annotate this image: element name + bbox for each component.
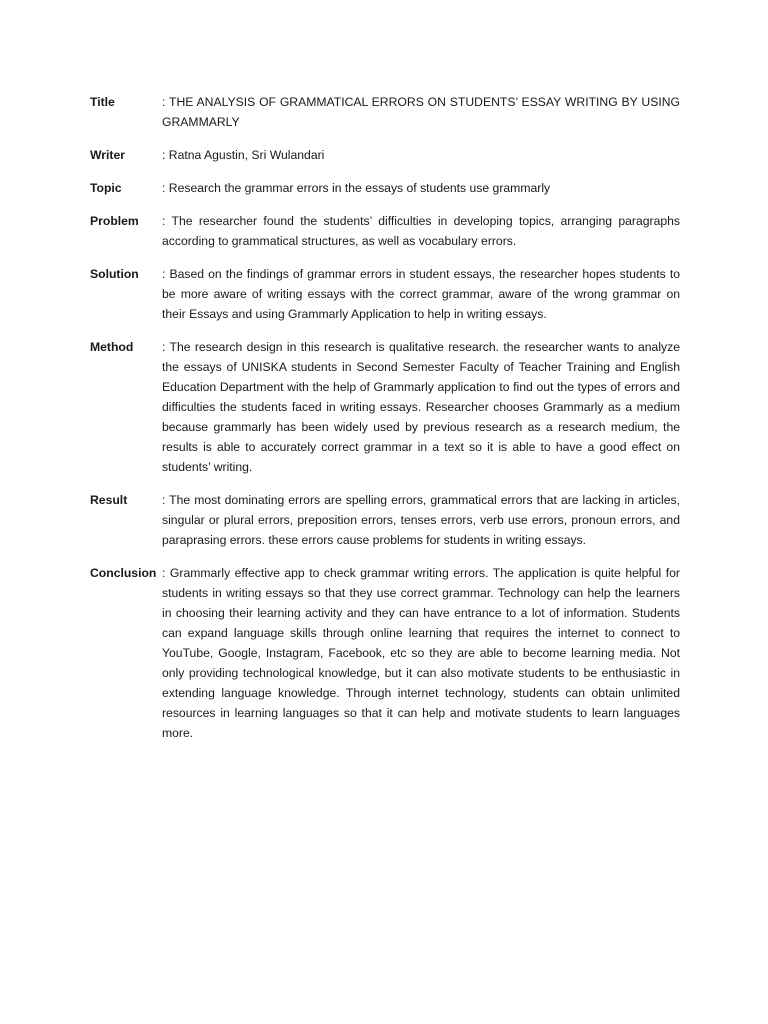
row-writer [90, 145, 680, 165]
row-result [90, 490, 680, 550]
row-conclusion [90, 563, 680, 743]
writer-label: Writer [90, 148, 125, 162]
solution-label: Solution [90, 267, 139, 281]
topic-label: Topic [90, 181, 122, 195]
row-solution [90, 264, 680, 324]
conclusion-label: Conclusion [90, 566, 157, 580]
problem-label: Problem [90, 214, 139, 228]
topic-value: : Research the grammar errors in the essays of students use grammarly [162, 181, 551, 195]
problem-value: : The researcher found the students’ difficulties in developing topics, arranging paragraphs according to grammatical structures, as well as vocabulary errors. [162, 214, 680, 248]
result-value: : The most dominating errors are spelling errors, grammatical errors that are lacking in articles, singular or plural errors, preposition errors, tenses errors, verb use errors, pronoun errors, and paraprasing errors. these errors cause problems for students in writing essays. [162, 493, 680, 547]
row-method [90, 337, 680, 477]
row-topic [90, 178, 680, 198]
result-label: Result [90, 493, 128, 507]
method-label: Method [90, 340, 134, 354]
row-problem [90, 211, 680, 251]
conclusion-value: : Grammarly effective app to check grammar writing errors. The application is quite helpful for students in writing essays so that they use correct grammar. Technology can help the learners in choosing their learning activity and they can have entrance to a lot of information. Students can expand language skills through online learning that requires the internet to connect to YouTube, Google, Instagram, Facebook, etc so they are able to become learning media. Not only providing technological knowledge, but it can also motivate students to be enthusiastic in extending language knowledge. Through internet technology, students can obtain unlimited resources in learning languages so that it can help and motivate students to learn languages more. [162, 566, 680, 740]
row-title [90, 92, 680, 132]
title-value: : THE ANALYSIS OF GRAMMATICAL ERRORS ON STUDENTS’ ESSAY WRITING BY USING GRAMMARLY [162, 95, 680, 129]
solution-value: : Based on the findings of grammar errors in student essays, the researcher hopes students to be more aware of writing essays with the correct grammar, aware of the wrong grammar on their Essays and using Grammarly Application to help in writing essays. [162, 267, 680, 321]
title-label: Title [90, 95, 115, 109]
writer-value: : Ratna Agustin, Sri Wulandari [162, 148, 325, 162]
summary-table [90, 92, 680, 756]
method-value: : The research design in this research is qualitative research. the researcher wants to analyze the essays of UNISKA students in Second Semester Faculty of Teacher Training and English Education Department with the help of Grammarly application to find out the types of errors and difficulties the students faced in writing essays. Researcher chooses Grammarly as a medium because grammarly has been widely used by previous research as a research medium, the results is able to accurately correct grammar in a text so it is able to have a good effect on students’ writing. [162, 340, 680, 474]
